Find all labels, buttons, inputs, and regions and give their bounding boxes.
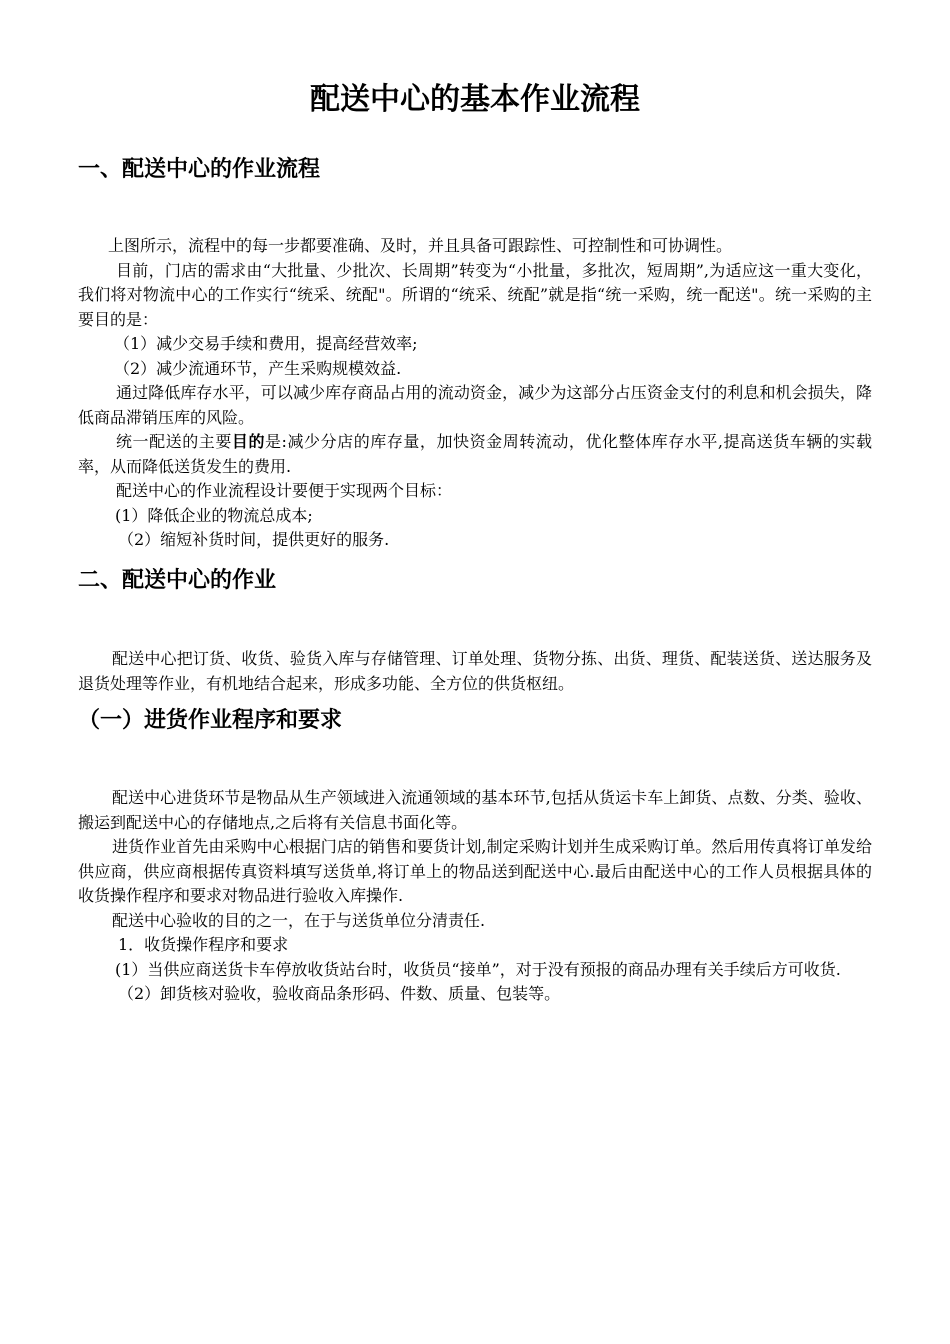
section-heading-receiving: （一）进货作业程序和要求 <box>78 708 343 733</box>
document-title: 配送中心的基本作业流程 <box>310 82 640 117</box>
paragraph <box>78 430 872 479</box>
section-body-workflow <box>78 234 872 553</box>
paragraph-text: 统一配送的主要 <box>116 432 232 451</box>
section-heading-operations: 二、配送中心的作业 <box>78 568 277 593</box>
list-item: （1）减少交易手续和费用，提高经营效率; <box>114 334 418 353</box>
paragraph: 通过降低库存水平，可以减少库存商品占用的流动资金，减少为这部分占压资金支付的利息和机会损失，降低商品滞销压库的风险。 <box>78 383 872 427</box>
paragraph: 上图所示，流程中的每一步都要准确、及时，并且具备可跟踪性、可控制性和可协调性。 <box>108 236 733 255</box>
list-item: （2）减少流通环节，产生采购规模效益. <box>114 358 402 378</box>
list-item: （2）缩短补货时间，提供更好的服务. <box>118 530 390 549</box>
section-body-operations <box>78 647 872 696</box>
section-heading-workflow: 一、配送中心的作业流程 <box>78 157 321 182</box>
list-item: (1）当供应商送货卡车停放收货站台时，收货员“接单”，对于没有预报的商品办理有关手续后方可收货. <box>115 959 841 979</box>
section-body-receiving <box>78 786 872 1007</box>
paragraph: 配送中心进货环节是物品从生产领域进入流通领域的基本环节,包括从货运卡车上卸货、点数、分类、验收、搬运到配送中心的存储地点,之后将有关信息书面化等。 <box>78 788 872 832</box>
paragraph: 配送中心验收的目的之一，在于与送货单位分清责任. <box>112 910 486 930</box>
paragraph: 目前，门店的需求由“大批量、少批次、长周期”转变为“小批量，多批次，短周期”,为适应这一重大变化，我们将对物流中心的工作实行“统采、统配"。所谓的“统采、统配”就是指“统一采购，统一配送"。统一采购的主要目的是： <box>78 260 872 329</box>
list-item: (1）降低企业的物流总成本; <box>115 505 313 525</box>
list-item: 1．收货操作程序和要求 <box>118 935 289 954</box>
list-item: （2）卸货核对验收，验收商品条形码、件数、质量、包装等。 <box>118 984 561 1003</box>
paragraph: 配送中心的作业流程设计要便于实现两个目标： <box>116 481 453 500</box>
emphasized-text: 目的 <box>231 432 265 451</box>
paragraph: 进货作业首先由采购中心根据门店的销售和要货计划,制定采购计划并生成采购订单。然后用传真将订单发给供应商，供应商根据传真资料填写送货单,将订单上的物品送到配送中心.最后由配送中心的工作人员根据具体的收货操作程序和要求对物品进行验收入库操作. <box>78 837 872 905</box>
paragraph: 配送中心把订货、收货、验货入库与存储管理、订单处理、货物分拣、出货、理货、配装送货、送达服务及退货处理等作业，有机地结合起来，形成多功能、全方位的供货枢纽。 <box>78 649 872 693</box>
paragraph-text: 是:减少分店的库存量，加快资金周转流动，优化整体库存水平,提高送货车辆的实载率，从而降低送货发生的费用. <box>78 432 872 476</box>
